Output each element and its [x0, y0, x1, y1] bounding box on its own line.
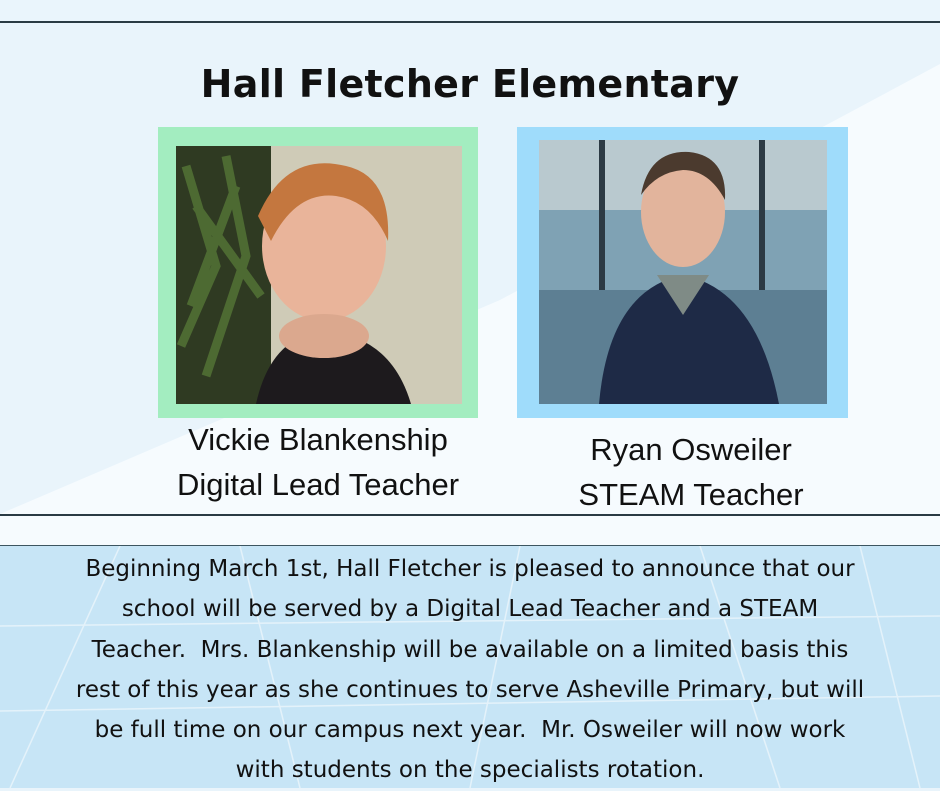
person-role: STEAM Teacher	[578, 477, 804, 512]
top-divider	[0, 21, 940, 23]
announcement-text	[0, 549, 940, 791]
announcement-line: with students on the specialists rotation.	[235, 757, 705, 784]
person-name: Ryan Osweiler	[590, 432, 792, 467]
caption-right	[517, 427, 865, 517]
person-name: Vickie Blankenship	[188, 422, 448, 457]
portrait-ryan-osweiler	[539, 140, 827, 404]
caption-left	[158, 417, 478, 507]
portrait-vickie-blankenship	[176, 146, 462, 404]
announcement-line: school will be served by a Digital Lead Teacher and a STEAM	[121, 596, 819, 623]
announcement-line: rest of this year as she continues to serve Asheville Primary, but will	[75, 676, 865, 703]
announcement-line: Teacher. Mrs. Blankenship will be available on a limited basis this	[91, 636, 849, 663]
middle-divider	[0, 514, 940, 516]
announcement-line: Beginning March 1st, Hall Fletcher is pleased to announce that our	[85, 556, 855, 582]
announcement-line: be full time on our campus next year. Mr. Osweiler will now work	[94, 717, 846, 744]
person-role: Digital Lead Teacher	[176, 467, 460, 502]
page-title: Hall Fletcher Elementary	[200, 62, 740, 106]
